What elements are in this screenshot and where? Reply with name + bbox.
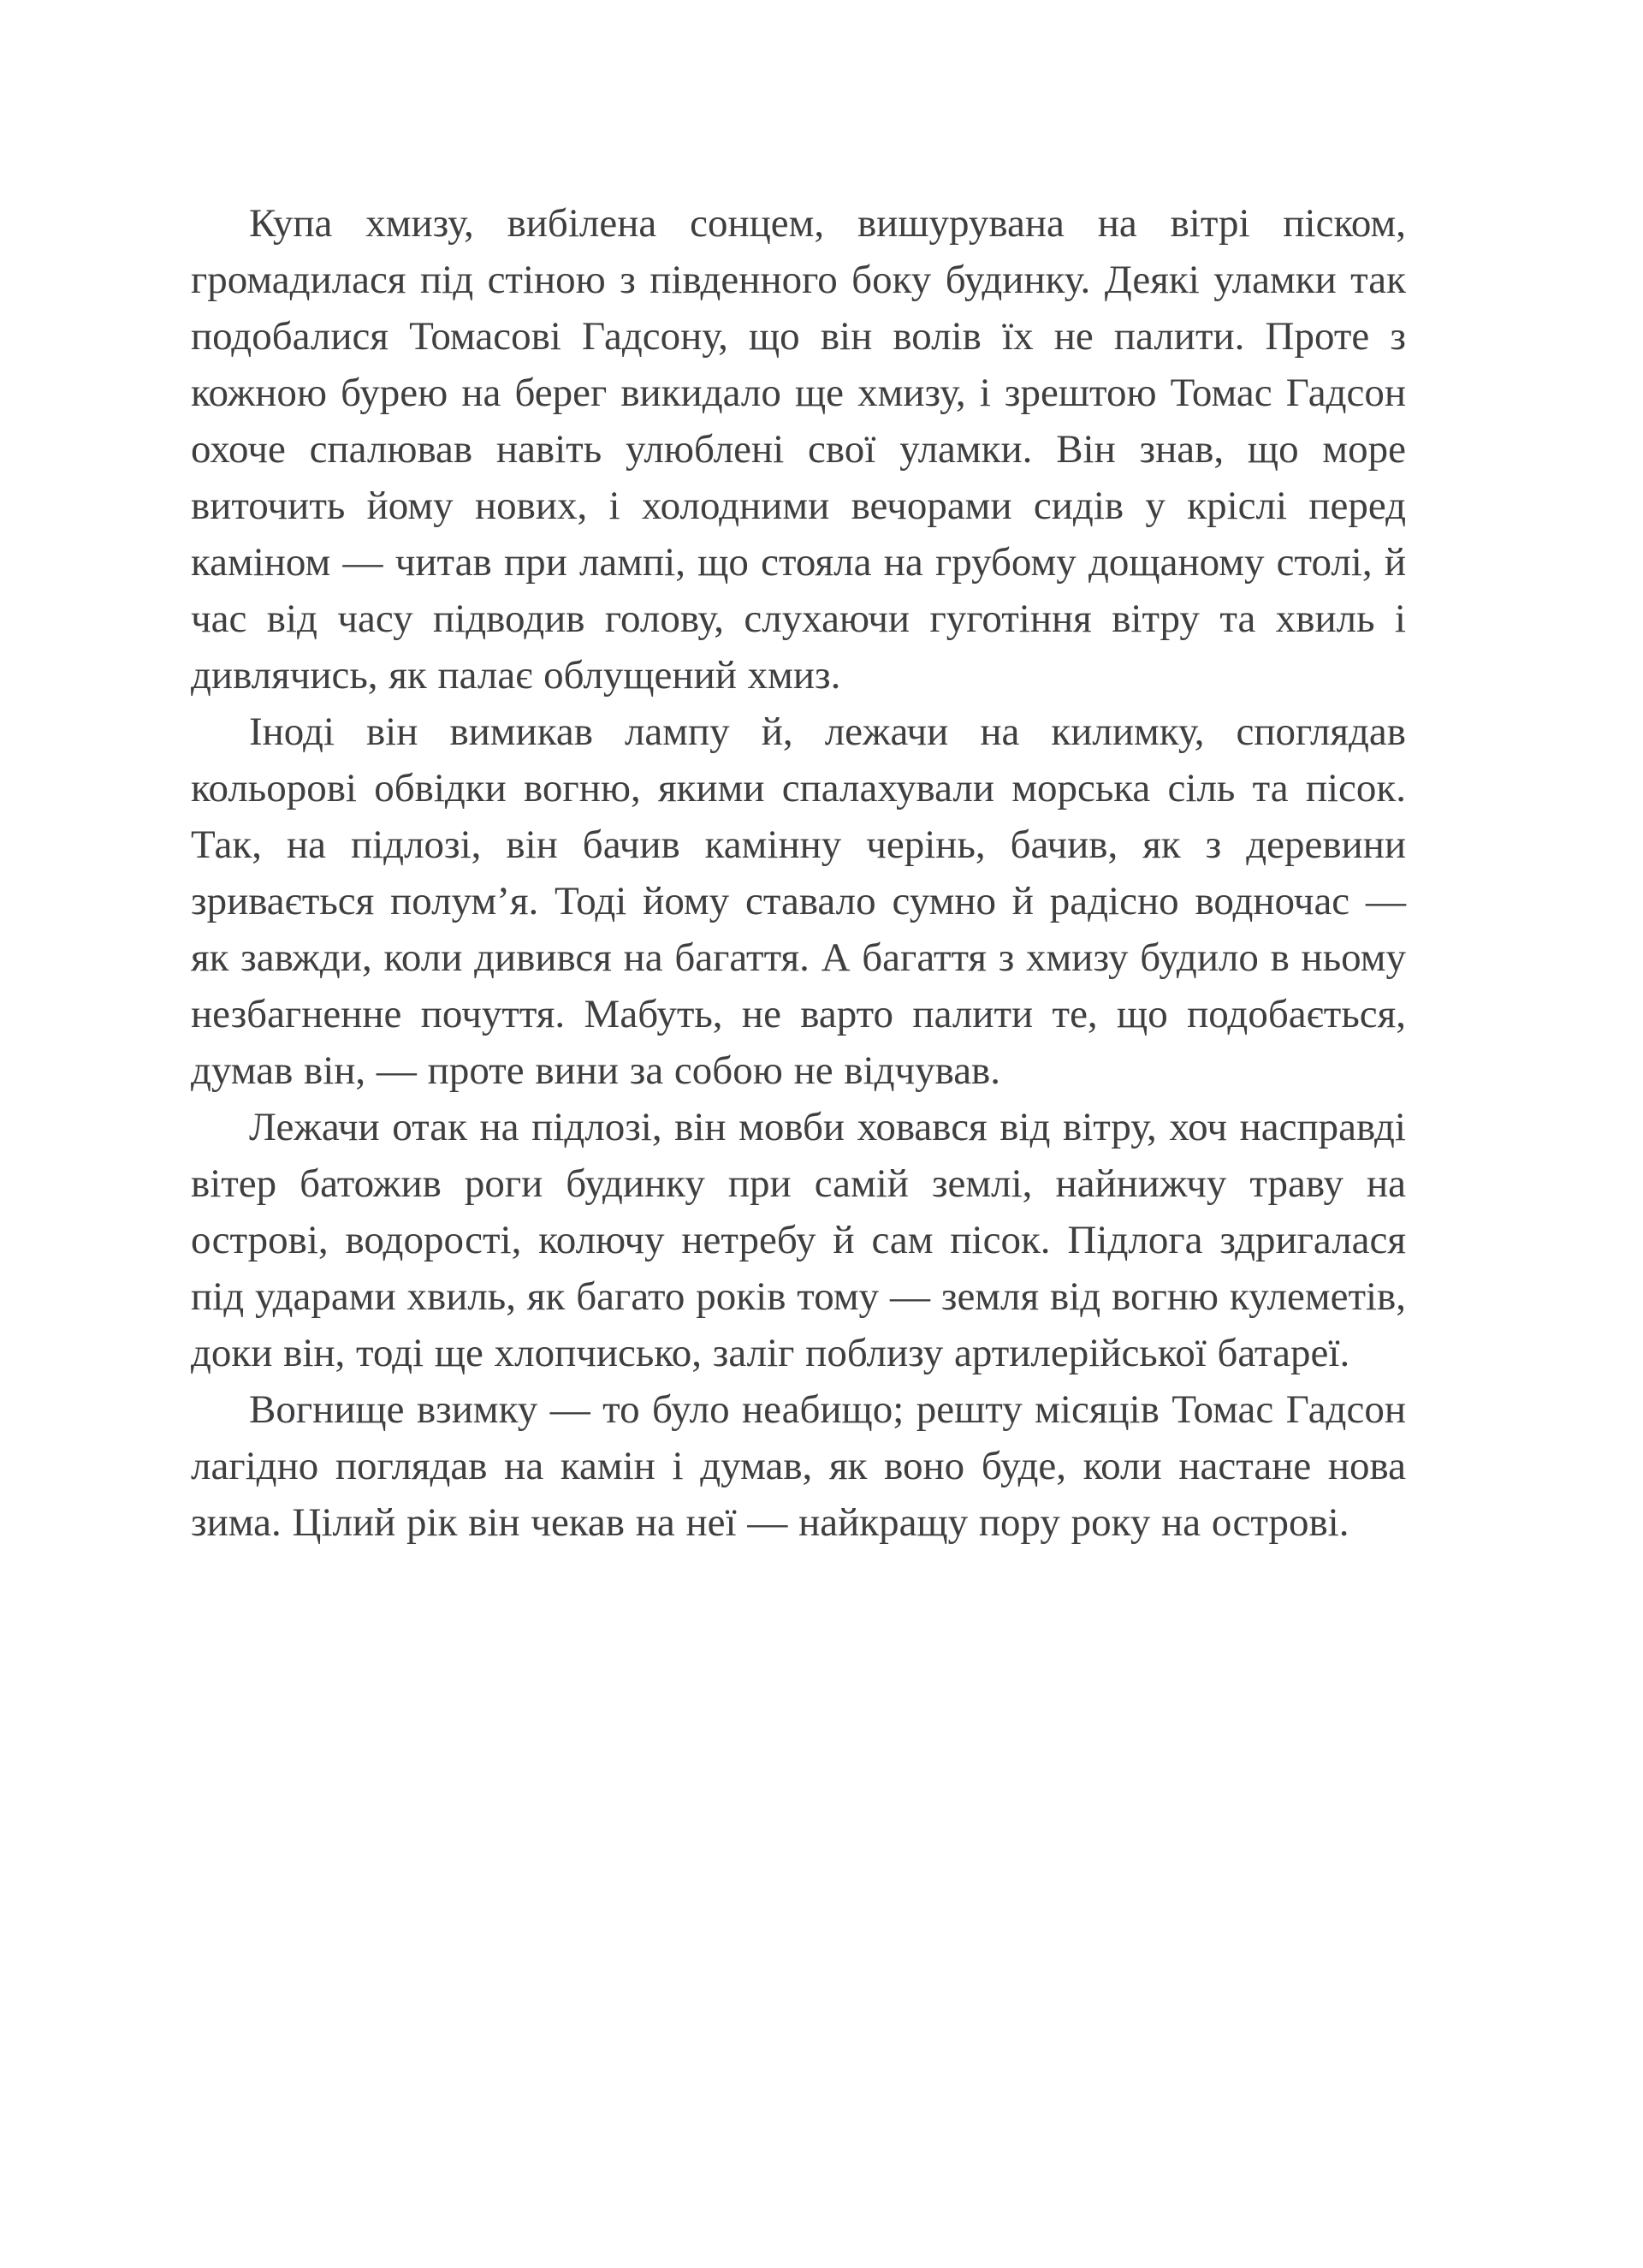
paragraph-2: Іноді він вимикав лампу й, лежачи на килимку, споглядав кольорові обвідки вогню, якими спалахували морська сіль та пісок. Так, на підлозі, він бачив камінну черінь, бачив, як з деревини зривається полум’я. Тоді йому ставало сумно й радісно водночас — як завжди, коли дивився на багаття. А багаття з хмизу будило в ньому незбагненне почуття. Мабуть, не варто палити те, що подобається, думав він, — проте вини за собою не відчував.: [191, 709, 1406, 1093]
paragraph-1: Купа хмизу, вибілена сонцем, вишурувана на вітрі піском, громадилася під стіною з південного боку будинку. Деякі уламки так подобалися Томасові Гадсону, що він волів їх не палити. Проте з кожною бурею на берег викидало ще хмизу, і зрештою Томас Гадсон охоче спалював навіть улюблені свої уламки. Він знав, що море виточить йому нових, і холодними вечорами сидів у кріслі перед каміном — читав при лампі, що стояла на грубому дощаному столі, й час від часу підводив голову, слухаючи гуготіння вітру та хвиль і дивлячись, як палає облущений хмиз.: [191, 201, 1406, 698]
body-text-block: [191, 195, 1406, 1551]
paragraph-3: Лежачи отак на підлозі, він мовби ховався від вітру, хоч насправді вітер батожив роги будинку при самій землі, найнижчу траву на острові, водорості, колючу нетребу й сам пісок. Підлога здригалася під ударами хвиль, як багато років тому — земля від вогню кулеметів, доки він, тоді ще хлопчисько, заліг поблизу артилерійської батареї.: [191, 1105, 1406, 1375]
paragraph-4: Вогнище взимку — то було неабищо; решту місяців Томас Гадсон лагідно поглядав на камін і думав, як воно буде, коли настане нова зима. Цілий рік він чекав на неї — найкращу пору року на острові.: [191, 1387, 1406, 1545]
